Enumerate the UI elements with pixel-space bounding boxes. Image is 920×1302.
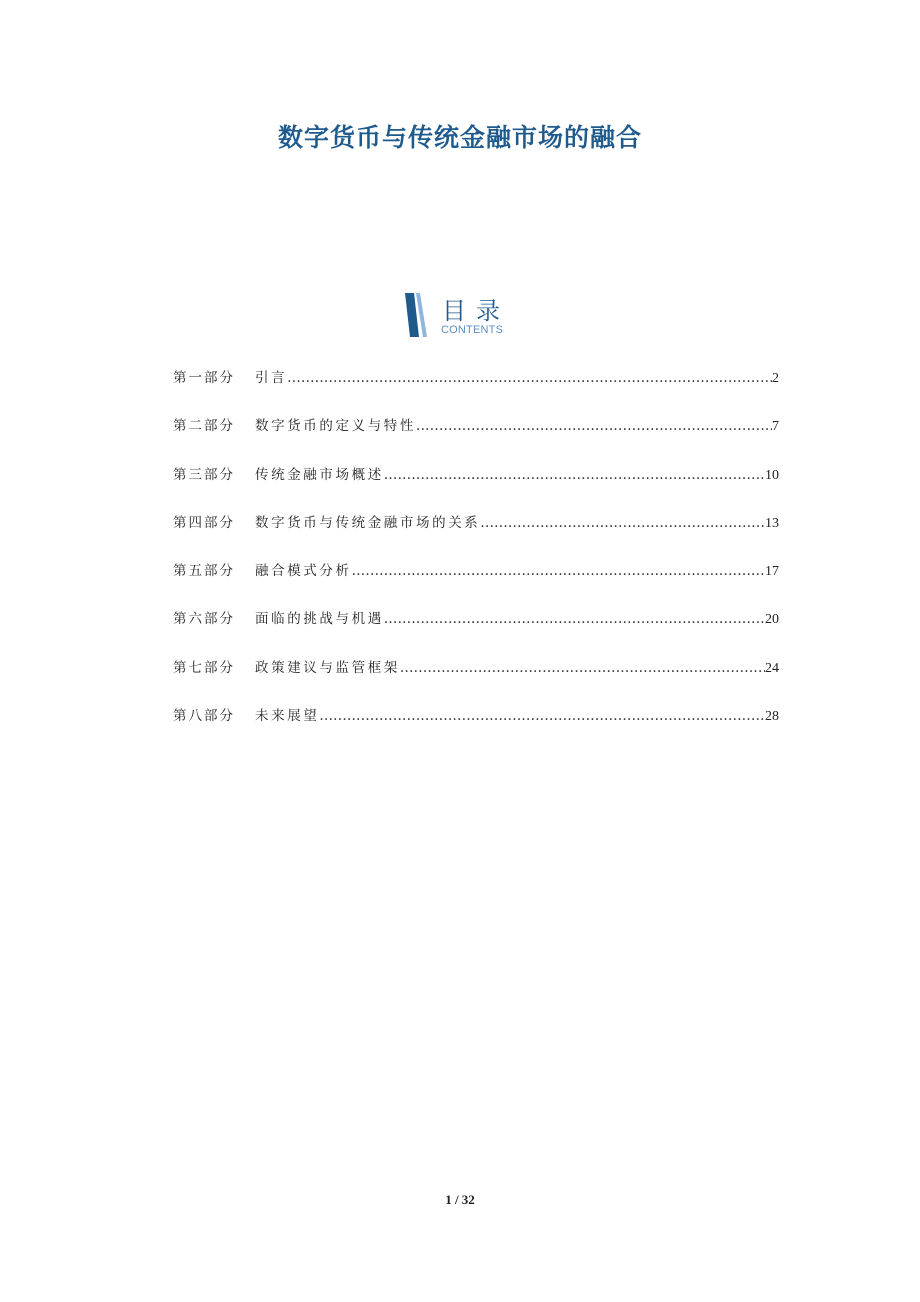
toc-entry[interactable] [173,607,779,631]
toc-entry[interactable] [173,414,779,438]
toc-subheading: CONTENTS [441,324,504,336]
toc-entry-leader [384,607,765,631]
toc-logo-icon [405,293,431,337]
toc-entry-title: 数字货币与传统金融市场的关系 [255,514,481,531]
toc-entry-title: 未来展望 [255,708,320,725]
toc-entry-title: 传统金融市场概述 [255,466,384,483]
toc-entry[interactable] [173,366,779,390]
toc-entry[interactable] [173,656,779,680]
toc-entry[interactable] [173,463,779,487]
toc-entry-part: 第七部分 [173,659,235,676]
toc-entry[interactable] [173,704,779,728]
toc-entry-part: 第四部分 [173,514,235,531]
toc-entry-page: 28 [765,709,779,725]
toc-heading: 目录 [442,297,510,325]
toc-entry-part: 第一部分 [173,370,235,386]
toc-entry-leader [384,463,765,487]
toc-entry-part: 第二部分 [173,418,235,435]
toc-entry-leader [287,366,772,390]
toc-entry-part: 第八部分 [173,708,235,725]
toc-entry-page: 24 [765,660,779,676]
toc-entry-leader [352,559,765,583]
toc-entry-page: 2 [772,371,779,386]
toc-entry-page: 13 [765,515,779,531]
toc-header [405,293,525,339]
toc-entry-page: 7 [772,419,779,435]
toc-entry-page: 17 [765,564,779,580]
toc-entry-leader [480,511,765,535]
document-title: 数字货币与传统金融市场的融合 [277,123,642,152]
toc-entry-leader [319,704,765,728]
toc-entry-leader [400,656,765,680]
toc-entry[interactable] [173,511,779,535]
toc-entry-page: 10 [765,467,779,483]
toc-entry[interactable] [173,559,779,583]
toc-entry-part: 第六部分 [173,611,235,628]
toc-entry-title: 融合模式分析 [255,563,352,580]
toc-entry-title: 数字货币的定义与特性 [255,418,416,435]
toc-entry-page: 20 [765,612,779,628]
toc-entry-leader [416,414,772,438]
toc-entry-part: 第三部分 [173,466,235,483]
toc-entry-part: 第五部分 [173,563,235,580]
toc-list [173,366,779,752]
toc-entry-title: 面临的挑战与机遇 [255,611,384,628]
toc-entry-title: 引言 [255,370,288,386]
toc-entry-title: 政策建议与监管框架 [255,659,400,676]
page-number-footer: 1 / 32 [445,1192,475,1207]
